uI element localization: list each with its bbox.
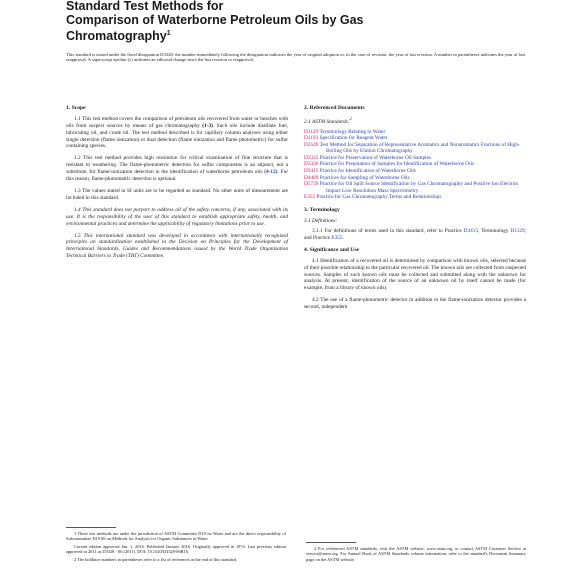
subsection-definitions: 3.1 Definitions: bbox=[304, 218, 338, 225]
footnote-astm: 2 For referenced ASTM standards, visit the ASTM website, www.astm.org, or contact ASTM Customer Service at service@astm.org. For Annual Book of ASTM Standards volume information, refer to the standard's Document Summary page on the ASTM website. bbox=[306, 545, 526, 562]
reference-title[interactable]: Practice for Gas Chromatography Terms and Relationships bbox=[316, 194, 442, 201]
left-column bbox=[66, 105, 288, 316]
paragraph-1-4: 1.4 This standard does not purport to address all of the safety concerns, if any, associated with its use. It is the responsibility of the user of this standard to establish appropriate safety, health, and environmental practices and determine the applicability of regulatory limitations prior to use. bbox=[66, 206, 288, 227]
reference-code[interactable]: D3325 bbox=[304, 154, 319, 161]
reference-title[interactable]: Terminology Relating to Water bbox=[319, 128, 386, 135]
reference-item[interactable] bbox=[304, 135, 526, 142]
reference-link[interactable]: (1-3) bbox=[202, 122, 213, 129]
reference-code[interactable]: E355 bbox=[304, 194, 316, 201]
footnotes-left bbox=[66, 527, 286, 565]
reference-link[interactable]: E355 bbox=[331, 234, 343, 241]
reference-title[interactable]: Test Method for Separation of Representative Aromatics and Nonaromatics Fractions of High-Boiling Oils by Elution Chromatography bbox=[319, 141, 520, 155]
paragraph-1-5: 1.5 This international standard was developed in accordance with internationally recognized principles on standardization established in the Decision on Principles for the Development of International Standards, Guides and Recommendations issued by the World Trade Organization Technical Barriers to Trade (TBT) Committee. bbox=[66, 232, 288, 260]
title-line-3: Chromatography bbox=[66, 29, 167, 44]
reference-title[interactable]: Practices for Sampling of Waterborne Oils bbox=[319, 174, 410, 181]
paragraph-1-1: 1.1 This test method covers the comparison of petroleum oils recovered from water or beaches with oils from suspect sources by means of gas chromatography (1-3). Such oils include distillate fuel, lubricating oil, and crude oil. The test method described is for capillary column analyses using either single detection (flame ionization) or dual detection (flame ionization and flame photometric) for sulfur containing species. bbox=[66, 115, 288, 150]
footnote-rule bbox=[66, 527, 116, 528]
reference-code[interactable]: D3415 bbox=[304, 168, 319, 175]
right-column bbox=[304, 105, 526, 316]
section-heading-terminology: 3. Terminology bbox=[304, 207, 340, 214]
reference-link[interactable]: D1129 bbox=[510, 227, 525, 234]
reference-title[interactable]: Practice for Preparation of Samples for Identification of Waterborne Oils bbox=[319, 161, 475, 168]
reference-title[interactable]: Practice for Preservation of Waterborne Oil Samples bbox=[319, 154, 432, 161]
reference-title[interactable]: Practice for Oil Spill Source Identification by Gas Chromatography and Positive Ion Electron Impact Low Resolution Mass Spectrometry bbox=[319, 181, 519, 194]
footnote-2: 2 The boldface numbers in parentheses refer to a list of references at the end of this standard. bbox=[74, 556, 238, 562]
paragraph-1-2: 1.2 This test method provides high resolution for critical examination of fine structure that is resistant to weathering. The flame-photometric detection for sulfur components is an adjunct, not a substitute, for flame-ionization detection in the identification of waterborne petroleum oils (4-12). For this reason, flame-photometric detection is optional. bbox=[66, 155, 288, 183]
reference-link[interactable]: D3415 bbox=[463, 227, 479, 234]
footnote-edition: Current edition approved Jan. 1, 2016. Published January 2016. Originally approved in 1974. Last previous edition approved in 2011 as D3328 - 06 (2011). DOI: 10.1520/D3328-06R16. bbox=[66, 543, 286, 554]
document-title bbox=[66, 0, 526, 44]
paragraph-1-3: 1.3 The values stated in SI units are to be regarded as standard. No other units of measurement are included in this standard. bbox=[66, 188, 288, 201]
reference-list bbox=[304, 129, 526, 202]
title-footnote-mark: 1 bbox=[166, 30, 171, 37]
reference-link[interactable]: (4-12) bbox=[264, 169, 278, 176]
reference-code[interactable]: D3326 bbox=[304, 161, 319, 168]
section-heading-scope: 1. Scope bbox=[66, 104, 86, 111]
reference-item[interactable] bbox=[304, 181, 526, 194]
reference-code[interactable]: D4489 bbox=[304, 174, 319, 181]
reference-title[interactable]: Specification for Reagent Water bbox=[319, 135, 388, 142]
designation-note: This standard is issued under the fixed designation D3328; the number immediately following the designation indicates the year of original adoption or, in the case of revision, the year of last revision. A number in parentheses indicates the year of last reapproval. A superscript epsilon (ε) indicates an editorial change since the last revision or reapproval. bbox=[66, 51, 526, 63]
paragraph-4-2: 4.2 The use of a flame-photometric detector in addition to the flame-ionization detector provides a second, independent bbox=[304, 297, 526, 311]
section-heading-significance: 4. Significance and Use bbox=[304, 246, 360, 253]
reference-title[interactable]: Practice for Identification of Waterborne Oils bbox=[319, 168, 416, 175]
title-line-2: Comparison of Waterborne Petroleum Oils by Gas bbox=[66, 12, 364, 27]
section-heading-referenced-documents: 2. Referenced Documents bbox=[304, 104, 365, 111]
paragraph-4-1: 4.1 Identification of a recovered oil is determined by comparison with known oils, selected because of their possible relationship to the particular recovered oil. The known oils are collected from suspected sources. Samples of such known oils must be collected and submitted along with the unknown for analysis. At present, identification of the source of an unknown oil by itself cannot be made (for example, from a library of known oils). bbox=[304, 257, 526, 292]
two-column-body bbox=[66, 105, 526, 316]
reference-code[interactable]: D5739 bbox=[304, 181, 319, 188]
reference-code[interactable]: D2549 bbox=[304, 141, 319, 148]
reference-item[interactable] bbox=[304, 142, 526, 155]
subsection-astm-standards: 2.1 ASTM Standards:$^2$ bbox=[304, 115, 352, 125]
paragraph-3-1-1: 3.1.1 For definitions of terms used in this standard, refer to Practice D3415, Terminology D1129, and Practice E355. bbox=[304, 227, 526, 241]
title-line-1: Standard Test Methods for bbox=[66, 0, 224, 13]
footnotes-right bbox=[306, 542, 526, 565]
reference-item[interactable] bbox=[304, 168, 526, 175]
footnote-rule bbox=[306, 542, 356, 543]
reference-code[interactable]: D1193 bbox=[304, 135, 319, 142]
reference-item[interactable] bbox=[304, 194, 526, 201]
reference-code[interactable]: D1129 bbox=[304, 128, 319, 135]
footnote-1: 1 These test methods are under the jurisdiction of ASTM Committee D19 on Water and are the direct responsibility of Subcommittee D19.06 on Methods for Analysis for Organic Substances in Water. bbox=[66, 530, 286, 541]
